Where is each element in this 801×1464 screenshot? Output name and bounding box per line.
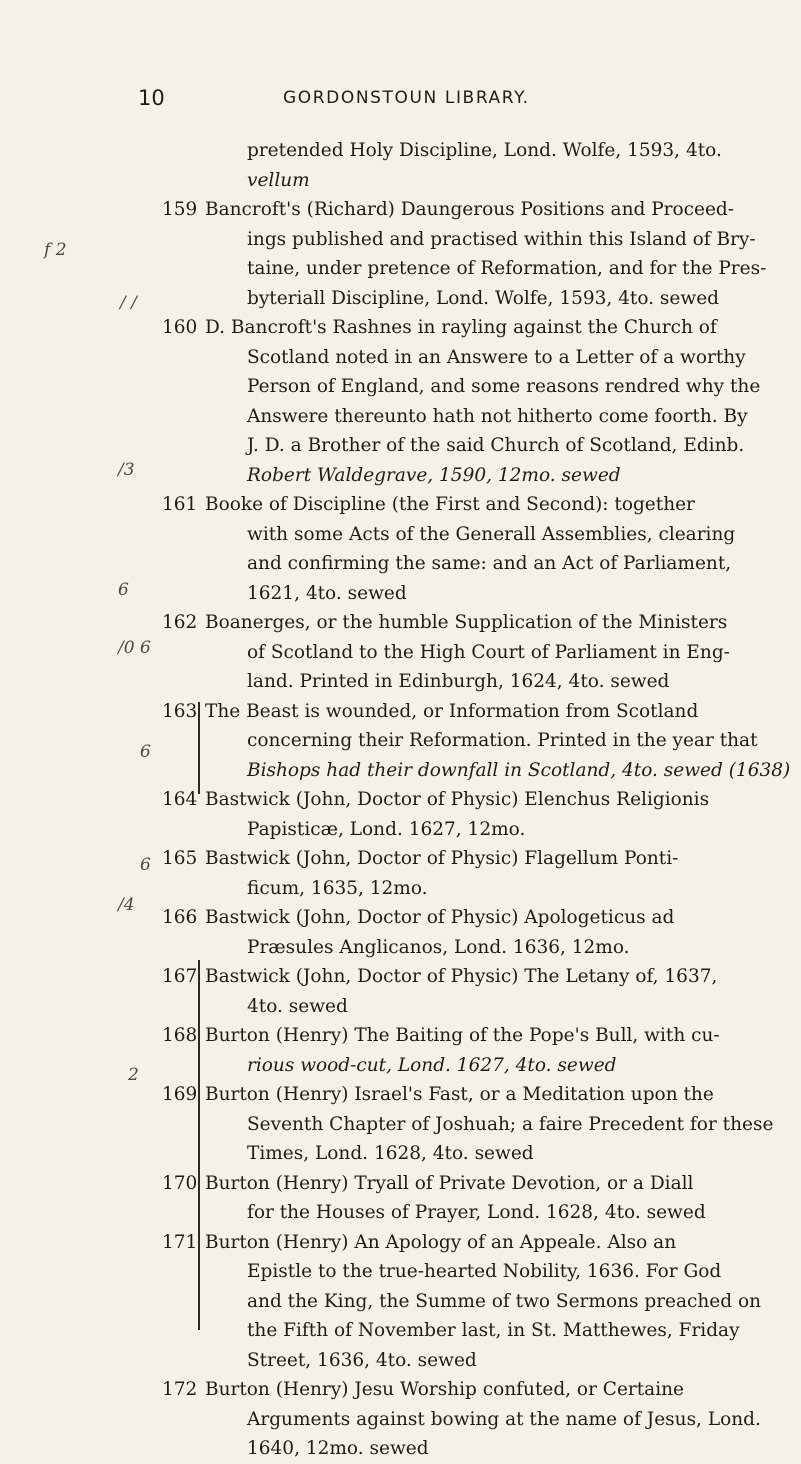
catalogue-entry [0,844,801,903]
margin-note: 6 [140,742,151,762]
entry-line: Burton (Henry) An Apology of an Appeale. Also an [205,1231,677,1253]
margin-note: /0 6 [118,638,151,658]
entry-number: 166 [162,907,198,928]
catalogue-entry [0,1080,801,1169]
entry-line: Seventh Chapter of Joshuah; a faire Precedent for these [247,1113,774,1135]
entry-number: 168 [162,1025,198,1046]
catalogue-entry [0,136,801,195]
entry-line: the Fifth of November last, in St. Matthewes, Friday [247,1320,740,1341]
margin-note: / / [120,293,137,313]
entry-line: Booke of Discipline (the First and Second): together [205,494,695,515]
running-head: GORDONSTOUN LIBRARY. [283,88,530,108]
entry-line: Præsules Anglicanos, Lond. 1636, 12mo. [247,936,630,958]
entry-number: 167 [162,966,198,987]
catalogue-entries [0,136,801,1464]
entry-line: rious wood-cut, Lond. 1627, 4to. sewed [247,1054,617,1076]
entry-line: of Scotland to the High Court of Parliament in Eng- [247,641,730,663]
catalogue-entry [0,697,801,786]
entry-line: Burton (Henry) Jesu Worship confuted, or Certaine [205,1379,684,1400]
entry-line: and the King, the Summe of two Sermons preached on [247,1290,762,1312]
entry-line: Robert Waldegrave, 1590, 12mo. sewed [247,464,621,486]
entry-line: Scotland noted in an Answere to a Letter of a worthy [247,346,746,368]
margin-note: /4 [118,895,135,915]
entry-line: Papisticæ, Lond. 1627, 12mo. [247,818,526,840]
entry-line: Bastwick (John, Doctor of Physic) Elenchus Religionis [205,789,710,810]
entry-number: 159 [162,199,198,220]
entry-number: 169 [162,1084,198,1105]
catalogue-entry [0,962,801,1021]
margin-note: 2 [128,1065,139,1085]
entry-line: Bastwick (John, Doctor of Physic) The Letany of, 1637, [205,966,718,987]
entry-line: Burton (Henry) The Baiting of the Pope's Bull, with cu- [205,1025,720,1046]
entry-number: 163 [162,700,198,722]
entry-line: ings published and practised within this Island of Bry- [247,228,756,250]
catalogue-entry [0,608,801,697]
margin-note: f 2 [44,240,67,260]
entry-line: with some Acts of the Generall Assemblies, clearing [247,523,736,545]
page-number: 10 [138,86,165,110]
entry-line: Boanerges, or the humble Supplication of the Ministers [205,612,728,633]
entry-line: Bancroft's (Richard) Daungerous Positions and Proceed- [205,199,735,220]
catalogue-entry [0,903,801,962]
entry-line: Bastwick (John, Doctor of Physic) Apologeticus ad [205,907,675,928]
entry-line: Bastwick (John, Doctor of Physic) Flagellum Ponti- [205,848,679,869]
entry-line: Burton (Henry) Israel's Fast, or a Meditation upon the [205,1084,714,1105]
entry-line: Street, 1636, 4to. sewed [247,1349,477,1371]
entry-number: 162 [162,612,198,633]
margin-note: 6 [140,855,151,875]
entry-line: byteriall Discipline, Lond. Wolfe, 1593, 4to. sewed [247,287,720,309]
entry-number: 172 [162,1379,198,1400]
entry-line: for the Houses of Prayer, Lond. 1628, 4to. sewed [247,1202,706,1223]
entry-number: 170 [162,1172,198,1194]
entry-line: Answere thereunto hath not hitherto come foorth. By [247,405,748,427]
entry-line: and confirming the same: and an Act of Parliament, [247,553,732,574]
catalogue-entry [0,1228,801,1376]
margin-note: 6 [118,580,129,600]
entry-line: 1640, 12mo. sewed [247,1438,429,1459]
entry-line: Burton (Henry) Tryall of Private Devotion, or a Diall [205,1172,694,1194]
entry-number: 165 [162,848,198,869]
entry-line: land. Printed in Edinburgh, 1624, 4to. sewed [247,671,670,692]
entry-line: Person of England, and some reasons rendred why the [247,376,761,397]
entry-line: Times, Lond. 1628, 4to. sewed [247,1143,534,1164]
entry-line: D. Bancroft's Rashnes in rayling against the Church of [205,317,717,338]
entry-line: vellum [247,169,310,191]
catalogue-entry [0,313,801,490]
entry-line: concerning their Reformation. Printed in the year that [247,730,758,751]
entry-line: Epistle to the true-hearted Nobility, 1636. For God [247,1261,722,1282]
margin-note: /3 [118,460,135,480]
page-header [0,86,801,116]
entry-line: J. D. a Brother of the said Church of Scotland, Edinb. [247,435,745,456]
entry-line: The Beast is wounded, or Information from Scotland [205,700,699,722]
entry-line: Arguments against bowing at the name of Jesus, Lond. [247,1408,761,1430]
catalogue-entry [0,490,801,608]
entry-line: 1621, 4to. sewed [247,582,407,604]
catalogue-entry [0,1021,801,1080]
entry-line: taine, under pretence of Reformation, and for the Pres- [247,258,767,279]
entry-line: 4to. sewed [247,995,348,1017]
catalogue-entry [0,1169,801,1228]
entry-number: 161 [162,494,198,515]
entry-number: 160 [162,317,198,338]
entry-line: ficum, 1635, 12mo. [247,877,428,899]
entry-number: 164 [162,789,198,810]
catalogue-entry [0,1375,801,1464]
entry-number: 171 [162,1231,198,1253]
entry-line: Bishops had their downfall in Scotland, 4to. sewed (1638) [247,759,791,781]
entry-line: pretended Holy Discipline, Lond. Wolfe, 1593, 4to. [247,140,722,161]
catalogue-entry [0,785,801,844]
catalogue-entry [0,195,801,313]
